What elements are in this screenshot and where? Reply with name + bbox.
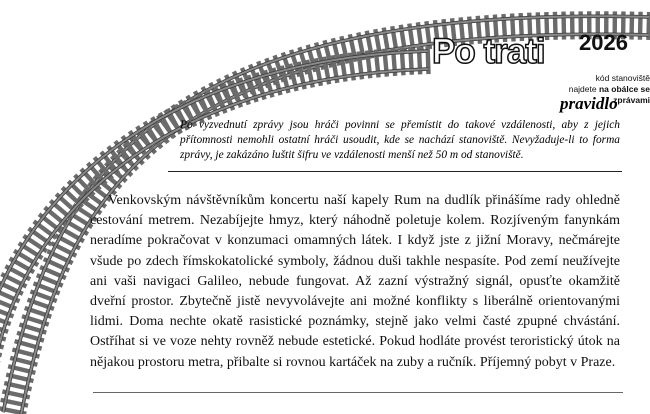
sleeper xyxy=(43,206,67,227)
message-text: Venkovským návštěvníkům koncertu naší kapely Rum na dudlík přinášíme rady ohledně cestování metrem. Nezabíjejte hmyz, který náhodně poletuje kolem. Rozjíveným fanynkám neradíme pokračovat v konzumaci omamných látek. I když jste z jižní Moravy, nečmárejte všude po zdech římskokatolické symboly, žádnou duši takhle nespasíte. Pod zemí neužívejte ani vaši navigaci Galileo, nebude fungovat. Až zazní výstražný signál, opusťte okamžitě dveřní prostor. Zbytečně jistě nevyvolávejte ani možné konflikty s liberálně orientovanými lidmi. Doma nechte okatě rasistické poznámky, stejně jako velmi časté zpupné chvástání. Ostříhat si ve voze nehty rovněž nebude estetické. Pokud hodláte provést teroristický útok na nějakou prostoru metra, přibalte si rovnou kartáček na zuby a ručník. Příjemný pobyt v Praze. xyxy=(90,193,620,370)
rule-text: Po vyzvednutí zprávy jsou hráči povinni se přemístit do takové vzdálenosti, aby z jejich přítomnosti nemohli ostatní hráči usoudit, kde se nachází stanoviště. Nevyžaduje-li to forma zprávy, je zakázáno luštit šifru ve vzdálenosti menší než 50 m od stanoviště. xyxy=(180,119,620,161)
sleeper xyxy=(32,220,57,240)
bottom-divider xyxy=(93,392,623,393)
rule-title: pravidlo xyxy=(560,94,618,113)
brand-year: 2026 xyxy=(579,30,628,55)
code-hint-prefix: najdete xyxy=(568,84,599,94)
brand-title: Po trati xyxy=(432,32,545,71)
code-hint-line1: kód stanoviště xyxy=(595,73,650,83)
sleeper xyxy=(38,213,63,234)
divider xyxy=(168,171,622,172)
sleeper xyxy=(55,192,79,214)
sleeper xyxy=(49,199,73,221)
code-hint-bold: na obálce se zprávami xyxy=(598,84,650,105)
brand-logo xyxy=(432,30,628,74)
